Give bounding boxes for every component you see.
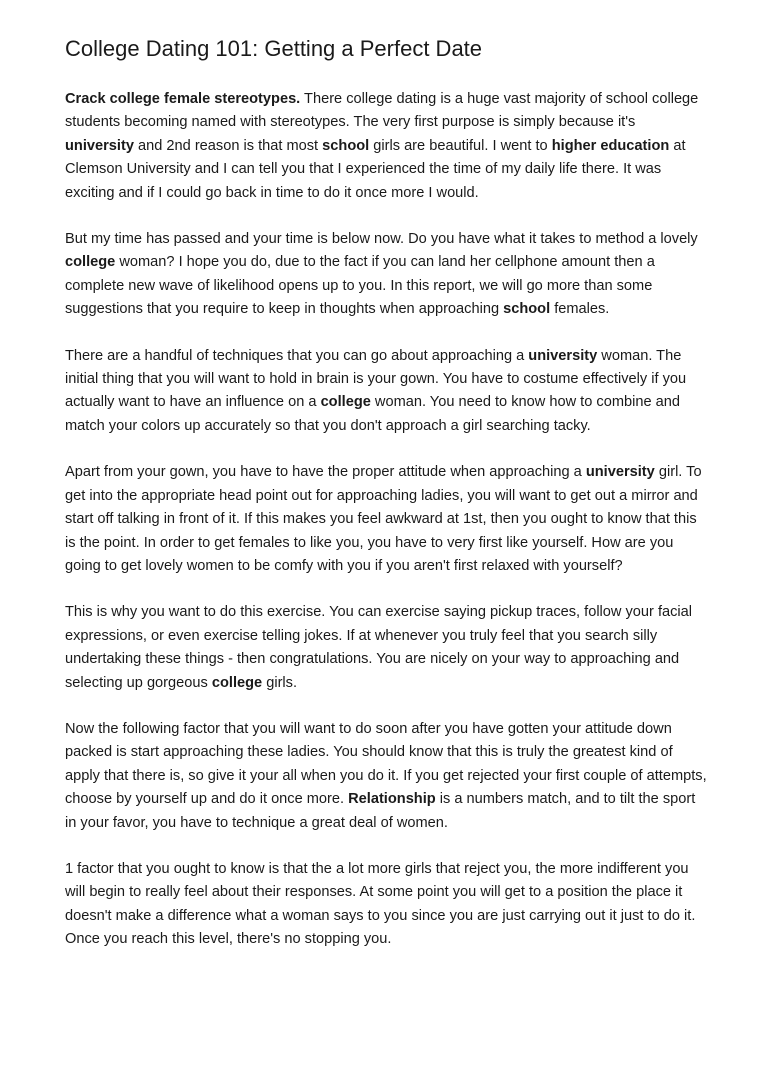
bold-keyword: college <box>211 674 263 691</box>
text-run: Now the following factor that you will want to do soon after you have gotten your attitude down packed is start approaching these ladies. You should know that this is truly the greatest kind of apply that there is, so give it your all when you do it. If you get rejected your first couple of attempts, choose by yourself up and do it once more. <box>65 720 707 808</box>
bold-keyword: university <box>585 464 655 481</box>
text-run: woman. You need to know how to combine and match your colors up accurately so that you don't approach a girl searching tacky. <box>65 394 680 434</box>
bold-keyword: Crack college female stereotypes. <box>65 91 301 107</box>
page-title: College Dating 101: Getting a Perfect Date <box>65 36 483 61</box>
text-run: Apart from your gown, you have to have the proper attitude when approaching a <box>65 464 586 481</box>
document-body <box>65 88 708 952</box>
text-run: girl. To get into the appropriate head point out for approaching ladies, you will want to get out a mirror and start off talking in front of it. If this makes you feel awkward at 1st, then you ought to know that this is the point. In order to get females to like you, you have to very first like yourself. How are you going to get lovely women to be comfy with you if you aren't first relaxed with yourself? <box>65 464 702 574</box>
bold-keyword: school <box>322 137 370 154</box>
bold-keyword: college <box>320 394 371 411</box>
paragraph <box>65 858 708 952</box>
text-run: females. <box>550 301 610 318</box>
bold-keyword: university <box>65 137 134 154</box>
bold-keyword: higher education <box>551 137 670 154</box>
text-run: woman? I hope you do, due to the fact if you can land her cellphone amount then a complete new wave of likelihood opens up to you. In this report, we will go more than some suggestions that you require to keep in thoughts when approaching <box>65 254 655 318</box>
text-run: girls are beautiful. I went to <box>369 137 552 154</box>
bold-keyword: university <box>528 347 598 364</box>
bold-keyword: school <box>503 301 551 318</box>
text-run: is a numbers match, and to tilt the sport in your favor, you have to technique a great deal of women. <box>65 791 696 831</box>
text-run: 1 factor that you ought to know is that the a lot more girls that reject you, the more indifferent you will begin to really feel about their responses. At some point you will get to a position the place it doesn't make a difference what a woman says to you since you are just carrying out it just to do it. Once you reach this level, there's no stopping you. <box>65 860 696 948</box>
paragraph <box>65 88 708 205</box>
bold-keyword: college <box>65 254 116 271</box>
text-run: and 2nd reason is that most <box>133 137 323 154</box>
text-run: girls. <box>262 674 298 691</box>
text-run: at Clemson University and I can tell you that I experienced the time of my daily life there. It was exciting and if I could go back in time to do it once more I would. <box>65 137 686 201</box>
text-run: But my time has passed and your time is below now. Do you have what it takes to method a lovely <box>65 231 698 248</box>
paragraph <box>65 461 708 578</box>
bold-keyword: Relationship <box>348 791 436 808</box>
paragraph <box>65 345 708 439</box>
text-run: There are a handful of techniques that you can go about approaching a <box>65 347 529 364</box>
text-run: woman. The initial thing that you will want to hold in brain is your gown. You have to costume effectively if you actually want to have an influence on a <box>65 347 687 411</box>
paragraph <box>65 228 708 322</box>
text-run: This is why you want to do this exercise. You can exercise saying pickup traces, follow your facial expressions, or even exercise telling jokes. If at whenever you truly feel that you search silly undertaking these things - then congratulations. You are nicely on your way to approaching and selecting up gorgeous <box>65 604 693 691</box>
paragraph <box>65 601 708 695</box>
paragraph <box>65 718 708 835</box>
text-run: There college dating is a huge vast majority of school college students becoming named with stereotypes. The very first purpose is simply because it's <box>65 91 699 131</box>
